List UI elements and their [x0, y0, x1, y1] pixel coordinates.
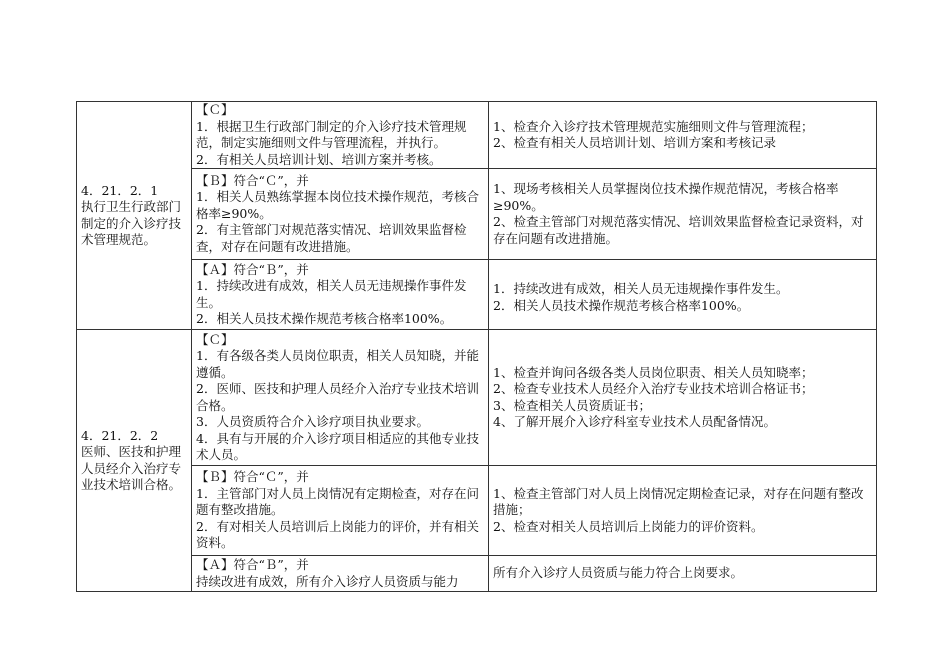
method-line: 1．持续改进有成效，相关人员无违规操作事件发生。 — [493, 281, 789, 296]
criteria-line: 1．有各级各类人员岗位职责，相关人员知晓，并能遵循。 — [196, 348, 479, 380]
criteria-line: 3．人员资质符合介入诊疗项目执业要求。 — [196, 414, 429, 429]
criteria-line: 1．持续改进有成效，相关人员无违规操作事件发生。 — [196, 278, 467, 310]
method-cell — [489, 260, 877, 330]
criteria-cell — [192, 169, 489, 260]
method-line: 3、检查相关人员资质证书； — [493, 397, 651, 413]
table-row — [77, 556, 877, 592]
table-row — [77, 102, 877, 169]
item-code: 4．21．2．2 — [81, 427, 159, 443]
grade-label: 【Ｂ】符合“Ｃ”，并 — [196, 172, 309, 188]
method-line: 1、检查并询问各级各类人员岗位职责、相关人员知晓率； — [493, 364, 814, 380]
criteria-line: 2．有主管部门对规范落实情况、培训效果监督检查，对存在问题有改进措施。 — [196, 222, 467, 254]
table-row — [77, 260, 877, 330]
criteria-line: 1．相关人员熟练掌握本岗位技术操作规范，考核合格率≥90%。 — [196, 189, 479, 221]
criteria-line: 4．具有与开展的介入诊疗项目相适应的其他专业技术人员。 — [196, 430, 479, 462]
item-cell — [77, 102, 192, 330]
method-line: 所有介入诊疗人员资质与能力符合上岗要求。 — [493, 565, 744, 581]
method-line: 4、了解开展介入诊疗科室专业技术人员配备情况。 — [493, 414, 776, 429]
method-line: 2、检查主管部门对规范落实情况、培训效果监督检查记录资料，对存在问题有改进措施。 — [493, 214, 864, 246]
method-cell — [489, 556, 877, 592]
criteria-line: 持续改进有成效，所有介入诊疗人员资质与能力 — [196, 573, 459, 589]
method-line: 2．相关人员技术操作规范考核合格率100%。 — [493, 297, 750, 313]
method-cell — [489, 169, 877, 260]
item-code: 4．21．2．1 — [81, 182, 159, 198]
item-title: 医师、医技和护理人员经介入治疗专业技术培训合格。 — [81, 444, 182, 492]
table-row — [77, 330, 877, 466]
criteria-cell — [192, 102, 489, 169]
grade-label: 【Ｂ】符合“Ｃ”，并 — [196, 469, 309, 485]
criteria-line: 2．有相关人员培训计划、培训方案并考核。 — [196, 151, 442, 167]
item-cell — [77, 330, 192, 592]
item-title: 执行卫生行政部门制定的介入诊疗技术管理规范。 — [81, 199, 182, 247]
method-line: 1、现场考核相关人员掌握岗位技术操作规范情况，考核合格率≥90%。 — [493, 181, 839, 213]
method-cell — [489, 102, 877, 169]
method-cell — [489, 330, 877, 466]
grade-label: 【Ｃ】 — [196, 102, 234, 117]
standards-table — [76, 101, 877, 592]
table-row — [77, 169, 877, 260]
method-line: 2、检查对相关人员培训后上岗能力的评价资料。 — [493, 518, 764, 534]
method-cell — [489, 466, 877, 556]
criteria-cell — [192, 556, 489, 592]
grade-label: 【Ａ】符合“Ｂ”，并 — [196, 261, 309, 277]
criteria-cell — [192, 330, 489, 466]
method-line: 2、检查专业技术人员经介入治疗专业技术培训合格证书； — [493, 381, 814, 396]
criteria-line: 1．根据卫生行政部门制定的介入诊疗技术管理规范，制定实施细则文件与管理流程，并执行。 — [196, 118, 467, 150]
criteria-line: 2．医师、医技和护理人员经介入治疗专业技术培训合格。 — [196, 381, 479, 413]
criteria-cell — [192, 466, 489, 556]
method-line: 1、检查主管部门对人员上岗情况定期检查记录，对存在问题有整改措施； — [493, 485, 864, 518]
grade-label: 【Ａ】符合“Ｂ”，并 — [196, 557, 309, 572]
method-line: 1、检查介入诊疗技术管理规范实施细则文件与管理流程； — [493, 118, 814, 134]
criteria-line: 2．有对相关人员培训后上岗能力的评价，并有相关资料。 — [196, 518, 479, 551]
criteria-line: 1．主管部门对人员上岗情况有定期检查，对存在问题有整改措施。 — [196, 485, 479, 518]
table-row — [77, 466, 877, 556]
criteria-line: 2．相关人员技术操作规范考核合格率100%。 — [196, 311, 453, 326]
method-line: 2、检查有相关人员培训计划、培训方案和考核记录 — [493, 135, 776, 150]
criteria-cell — [192, 260, 489, 330]
grade-label: 【Ｃ】 — [196, 331, 234, 347]
